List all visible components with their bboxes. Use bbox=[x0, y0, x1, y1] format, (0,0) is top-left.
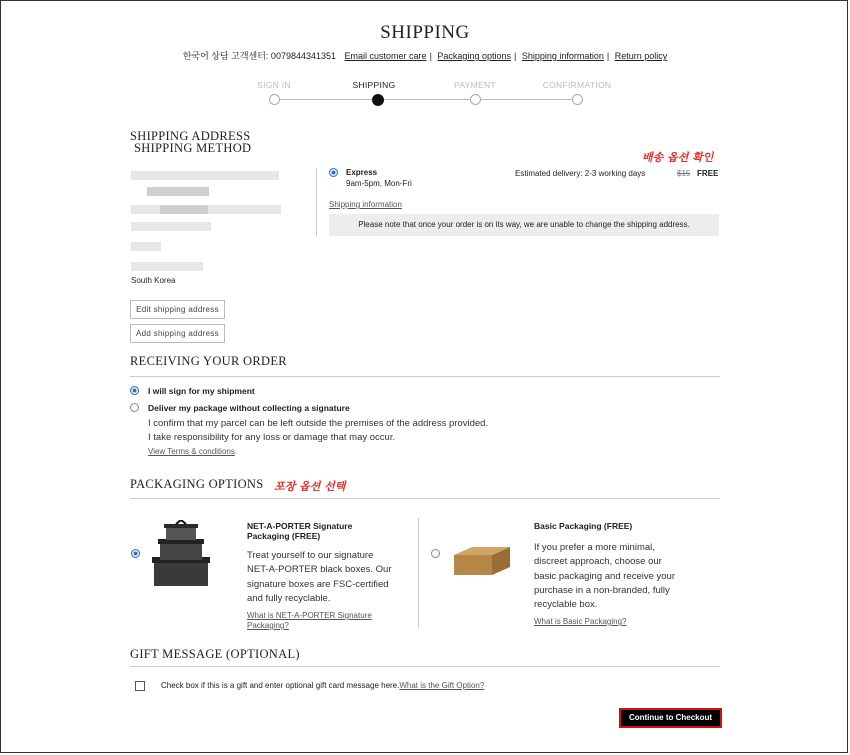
terms-conditions-link[interactable]: View Terms & conditions bbox=[148, 447, 235, 456]
express-hours: 9am-5pm, Mon-Fri bbox=[346, 179, 412, 188]
basic-packaging-radio[interactable] bbox=[431, 549, 440, 558]
terms-row: View Terms & conditions. bbox=[148, 447, 238, 456]
basic-packaging-link[interactable]: What is Basic Packaging? bbox=[534, 617, 627, 626]
step-sign-in-label: SIGN IN bbox=[257, 80, 291, 90]
basic-packaging-title: Basic Packaging (FREE) bbox=[534, 521, 633, 531]
basic-packaging-description: If you prefer a more minimal, discreet approach, choose our basic packaging and receive your purchase in a non-branded, fully recyclable box. bbox=[534, 542, 676, 611]
packaging-divider bbox=[130, 498, 720, 499]
no-signature-label: Deliver my package without collecting a signature bbox=[148, 403, 350, 413]
gift-message-heading: GIFT MESSAGE (OPTIONAL) bbox=[130, 647, 300, 661]
shipping-information-inline-link[interactable]: Shipping information bbox=[329, 200, 402, 209]
step-sign-in-dot[interactable] bbox=[269, 94, 280, 105]
customer-service-number: 한국어 상담 고객센터: 0079844341351 bbox=[182, 51, 337, 61]
address-change-note: Please note that once your order is on its way, we are unable to change the shipping address. bbox=[329, 214, 719, 236]
gift-divider bbox=[130, 666, 720, 667]
gift-row bbox=[161, 681, 484, 690]
sign-for-shipment-radio[interactable] bbox=[130, 386, 139, 395]
return-policy-link[interactable]: Return policy bbox=[614, 51, 668, 61]
add-shipping-address-button[interactable]: Add shipping address bbox=[130, 324, 225, 343]
shipping-option-annotation: 배송 옵션 확인 bbox=[642, 151, 714, 164]
packaging-heading: PACKAGING OPTIONS bbox=[130, 477, 264, 491]
edit-shipping-address-button[interactable]: Edit shipping address bbox=[130, 300, 225, 319]
signature-packaging-link[interactable]: What is NET-A-PORTER Signature Packaging? bbox=[247, 611, 372, 630]
step-confirmation-dot bbox=[572, 94, 583, 105]
gift-option-link[interactable]: What is the Gift Option? bbox=[399, 681, 485, 690]
no-signature-confirm-line: I confirm that my parcel can be left outside the premises of the address provided. bbox=[148, 418, 489, 429]
signature-packaging-radio[interactable] bbox=[131, 549, 140, 558]
shipping-information-link[interactable]: Shipping information bbox=[521, 51, 604, 61]
step-shipping-label: SHIPPING bbox=[352, 80, 396, 90]
no-signature-responsibility-line: I take responsibility for any loss or damage that may occur. bbox=[148, 432, 396, 443]
express-label: Express bbox=[346, 168, 378, 177]
estimated-delivery: Estimated delivery: 2-3 working days bbox=[515, 169, 646, 178]
old-price: $15 bbox=[677, 169, 691, 178]
shipping-price: FREE bbox=[697, 169, 719, 178]
page-title: SHIPPING bbox=[380, 22, 470, 43]
no-signature-radio[interactable] bbox=[130, 403, 139, 412]
gift-checkbox-label: Check box if this is a gift and enter optional gift card message here. bbox=[161, 681, 400, 690]
step-confirmation-label: CONFIRMATION bbox=[542, 80, 612, 90]
continue-to-checkout-button[interactable]: Continue to Checkout bbox=[619, 708, 722, 728]
shipping-method-heading: SHIPPING METHOD bbox=[134, 141, 252, 155]
packaging-options-divider bbox=[418, 518, 419, 628]
gift-checkbox[interactable] bbox=[135, 681, 145, 691]
email-customer-care-link[interactable]: Email customer care bbox=[344, 51, 427, 61]
step-payment-dot bbox=[470, 94, 481, 105]
express-radio[interactable] bbox=[329, 168, 338, 177]
black-gift-boxes-image bbox=[148, 520, 214, 588]
method-divider bbox=[316, 168, 317, 236]
packaging-option-annotation: 포장 옵션 선택 bbox=[274, 480, 346, 493]
receiving-divider bbox=[130, 376, 720, 377]
signature-packaging-description: Treat yourself to our signature NET-A-PORTER black boxes. Our signature boxes are FSC-certified and fully recyclable. bbox=[247, 550, 392, 604]
address-country: South Korea bbox=[131, 276, 176, 285]
shipping-address-heading: SHIPPING ADDRESS bbox=[130, 129, 251, 143]
help-links-bar: 한국어 상담 고객센터: 0079844341351 Email customer care | Packaging options | Shipping information | Return policy bbox=[182, 51, 668, 61]
step-shipping-dot bbox=[372, 94, 384, 106]
packaging-options-link[interactable]: Packaging options bbox=[437, 51, 511, 61]
progress-line bbox=[274, 99, 577, 100]
signature-packaging-title: NET-A-PORTER Signature Packaging (FREE) bbox=[247, 521, 353, 541]
brown-box-image bbox=[452, 543, 512, 577]
sign-for-shipment-label: I will sign for my shipment bbox=[148, 386, 255, 396]
step-payment-label: PAYMENT bbox=[454, 80, 496, 90]
receiving-heading: RECEIVING YOUR ORDER bbox=[130, 354, 287, 368]
